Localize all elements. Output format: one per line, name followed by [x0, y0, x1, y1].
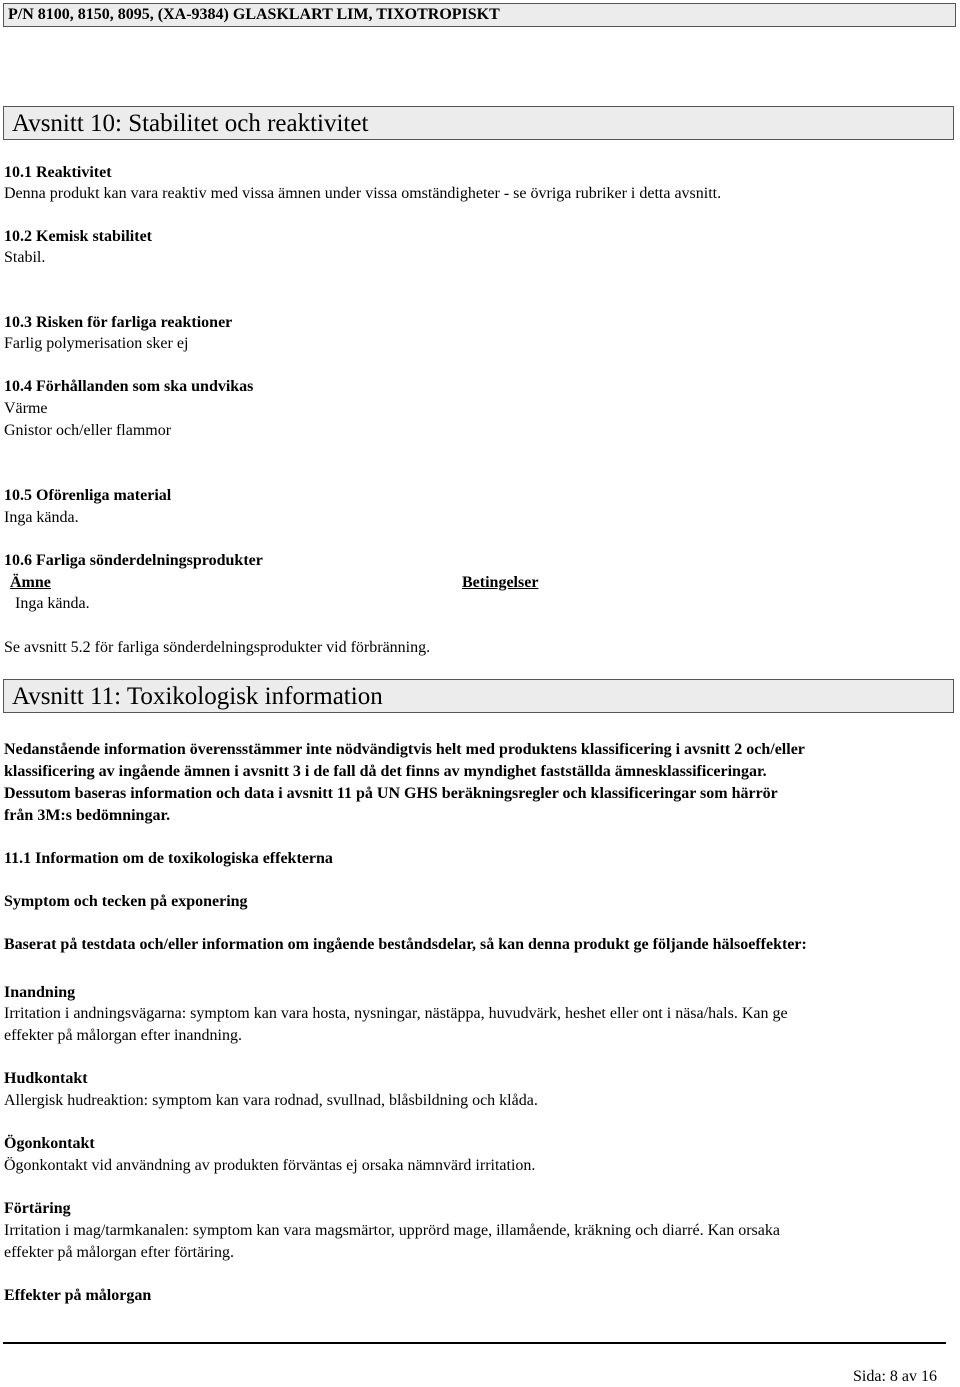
page-number: Sida: 8 av 16: [853, 1368, 937, 1385]
intro-line-2: klassificering av ingående ämnen i avsnitt 3 i de fall då det finns av myndighet fastställda ämnesklassificeringar.: [4, 763, 767, 780]
heading-10-2: 10.2 Kemisk stabilitet: [4, 228, 152, 245]
text-10-6-note: Se avsnitt 5.2 för farliga sönderdelningsprodukter vid förbränning.: [4, 639, 431, 656]
text-10-3: Farlig polymerisation sker ej: [4, 335, 189, 352]
heading-10-1: 10.1 Reaktivitet: [4, 164, 112, 181]
heading-eye: Ögonkontakt: [4, 1135, 95, 1152]
heading-10-3: 10.3 Risken för farliga reaktioner: [4, 314, 233, 331]
footer-divider: [3, 1342, 946, 1344]
text-ingestion-line2: effekter på målorgan efter förtäring.: [4, 1244, 234, 1261]
text-10-1: Denna produkt kan vara reaktiv med vissa ämnen under vissa omständigheter - se övriga rubriker i detta avsnitt.: [4, 185, 722, 202]
heading-11-1: 11.1 Information om de toxikologiska effekterna: [4, 850, 333, 867]
text-eye: Ögonkontakt vid användning av produkten förväntas ej orsaka nämnvärd irritation.: [4, 1157, 536, 1174]
text-inhalation-line1: Irritation i andningsvägarna: symptom kan vara hosta, nysningar, nästäppa, huvudvärk, heshet eller ont i näsa/hals. Kan ge: [4, 1005, 788, 1022]
intro-line-4: från 3M:s bedömningar.: [4, 807, 171, 824]
heading-10-4: 10.4 Förhållanden som ska undvikas: [4, 378, 254, 395]
intro-line-1: Nedanstående information överensstämmer inte nödvändigtvis helt med produktens klassificering i avsnitt 2 och/eller: [4, 741, 805, 758]
heading-ingestion: Förtäring: [4, 1200, 71, 1217]
text-ingestion-line1: Irritation i mag/tarmkanalen: symptom kan vara magsmärtor, upprörd mage, illamående, kräkning och diarré. Kan orsaka: [4, 1222, 780, 1239]
section-10-title: Avsnitt 10: Stabilitet och reaktivitet: [12, 110, 369, 137]
table-row-value: Inga kända.: [15, 595, 90, 612]
text-based-on: Baserat på testdata och/eller information om ingående beståndsdelar, så kan denna produkt ge följande hälsoeffekter:: [4, 936, 807, 953]
column-header-substance: Ämne: [10, 574, 51, 591]
text-10-2: Stabil.: [4, 249, 46, 266]
document-header-product: P/N 8100, 8150, 8095, (XA-9384) GLASKLART LIM, TIXOTROPISKT: [8, 6, 500, 23]
text-10-4-line1: Värme: [4, 400, 48, 417]
intro-line-3: Dessutom baseras information och data i avsnitt 11 på UN GHS beräkningsregler och klassificeringar som härrör: [4, 785, 778, 802]
text-10-4-line2: Gnistor och/eller flammor: [4, 422, 172, 439]
heading-skin: Hudkontakt: [4, 1070, 88, 1087]
heading-symptoms: Symptom och tecken på exponering: [4, 893, 248, 910]
heading-inhalation: Inandning: [4, 984, 76, 1001]
text-skin: Allergisk hudreaktion: symptom kan vara rodnad, svullnad, blåsbildning och klåda.: [4, 1092, 538, 1109]
section-11-title: Avsnitt 11: Toxikologisk information: [12, 683, 383, 710]
text-10-5: Inga kända.: [4, 509, 79, 526]
heading-10-5: 10.5 Oförenliga material: [4, 487, 172, 504]
column-header-conditions: Betingelser: [462, 574, 539, 591]
heading-target-organs: Effekter på målorgan: [4, 1287, 152, 1304]
text-inhalation-line2: effekter på målorgan efter inandning.: [4, 1027, 242, 1044]
heading-10-6: 10.6 Farliga sönderdelningsprodukter: [4, 552, 263, 569]
